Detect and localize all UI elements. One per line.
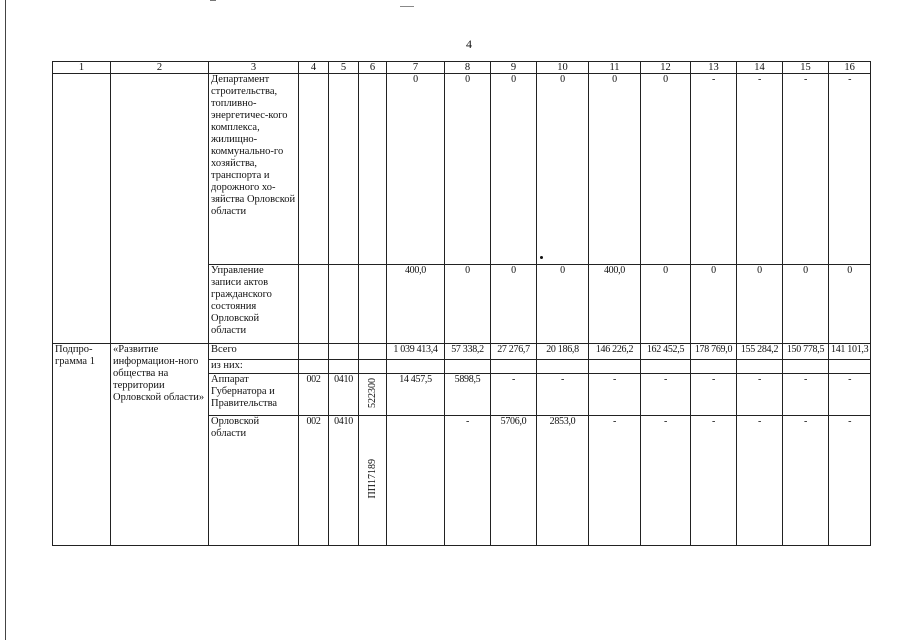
header-cell: 12 bbox=[641, 62, 691, 74]
empty-cell bbox=[359, 344, 387, 360]
header-cell: 13 bbox=[691, 62, 737, 74]
value-cell: - bbox=[445, 416, 491, 546]
budget-table bbox=[52, 61, 871, 546]
value-cell: - bbox=[589, 416, 641, 546]
value-cell: 0 bbox=[537, 74, 589, 265]
value-cell: 0 bbox=[387, 74, 445, 265]
value-cell: - bbox=[829, 74, 871, 265]
empty-cell bbox=[111, 74, 209, 344]
value-cell: 0 bbox=[537, 265, 589, 344]
value-cell: - bbox=[737, 416, 783, 546]
value-cell: 150 778,5 bbox=[783, 344, 829, 360]
empty-cell bbox=[299, 74, 329, 265]
empty-cell bbox=[737, 360, 783, 374]
value-cell: - bbox=[691, 374, 737, 416]
value-cell: 400,0 bbox=[387, 265, 445, 344]
value-cell: 27 276,7 bbox=[491, 344, 537, 360]
scan-artifact bbox=[400, 6, 414, 7]
page-left-edge-line bbox=[5, 0, 6, 640]
empty-cell bbox=[641, 360, 691, 374]
header-cell: 14 bbox=[737, 62, 783, 74]
value-cell: 5706,0 bbox=[491, 416, 537, 546]
value-cell: 155 284,2 bbox=[737, 344, 783, 360]
value-cell: 5898,5 bbox=[445, 374, 491, 416]
value-cell: 0 bbox=[445, 265, 491, 344]
header-cell: 4 bbox=[299, 62, 329, 74]
empty-cell bbox=[329, 344, 359, 360]
value-cell: 162 452,5 bbox=[641, 344, 691, 360]
subprogram-label: Подпро-грамма 1 bbox=[53, 344, 111, 546]
header-cell: 11 bbox=[589, 62, 641, 74]
empty-cell bbox=[299, 344, 329, 360]
header-row bbox=[53, 62, 871, 74]
empty-cell bbox=[783, 360, 829, 374]
empty-cell bbox=[691, 360, 737, 374]
value-cell: - bbox=[783, 416, 829, 546]
empty-cell bbox=[359, 360, 387, 374]
empty-cell bbox=[359, 265, 387, 344]
value-cell: - bbox=[783, 374, 829, 416]
value-cell: - bbox=[537, 374, 589, 416]
value-cell: 0 bbox=[491, 74, 537, 265]
value-cell: 57 338,2 bbox=[445, 344, 491, 360]
executor-name: Управление записи актов гражданского состояния Орловской области bbox=[209, 265, 299, 344]
code-cell: 0410 bbox=[329, 374, 359, 416]
subprogram-title: «Развитие информацион-ного общества на территории Орловской области» bbox=[111, 344, 209, 546]
code-cell-vertical bbox=[359, 374, 387, 416]
header-cell: 10 bbox=[537, 62, 589, 74]
header-cell: 9 bbox=[491, 62, 537, 74]
value-cell: 146 226,2 bbox=[589, 344, 641, 360]
value-cell: - bbox=[829, 416, 871, 546]
target-article-code: ПП17189 bbox=[366, 458, 378, 499]
value-cell: 0 bbox=[491, 265, 537, 344]
header-cell: 8 bbox=[445, 62, 491, 74]
empty-cell bbox=[359, 74, 387, 265]
value-cell: - bbox=[737, 374, 783, 416]
header-cell: 6 bbox=[359, 62, 387, 74]
empty-cell bbox=[53, 74, 111, 344]
value-cell: 1 039 413,4 bbox=[387, 344, 445, 360]
empty-cell bbox=[491, 360, 537, 374]
header-cell: 15 bbox=[783, 62, 829, 74]
value-cell: 14 457,5 bbox=[387, 374, 445, 416]
scan-artifact bbox=[210, 0, 216, 7]
empty-cell bbox=[329, 74, 359, 265]
value-cell: - bbox=[829, 374, 871, 416]
value-cell: 400,0 bbox=[589, 265, 641, 344]
value-cell: 0 bbox=[641, 265, 691, 344]
value-cell: 0 bbox=[445, 74, 491, 265]
executor-name: Аппарат Губернатора и Правительства bbox=[209, 374, 299, 416]
value-cell: - bbox=[737, 74, 783, 265]
page-number: 4 bbox=[466, 37, 472, 51]
empty-cell bbox=[589, 360, 641, 374]
header-cell: 3 bbox=[209, 62, 299, 74]
executor-name: Орловской области bbox=[209, 416, 299, 546]
header-cell: 2 bbox=[111, 62, 209, 74]
table-row-dept bbox=[53, 74, 871, 265]
header-cell: 7 bbox=[387, 62, 445, 74]
code-cell: 002 bbox=[299, 416, 329, 546]
code-cell: 0410 bbox=[329, 416, 359, 546]
value-cell: - bbox=[589, 374, 641, 416]
value-cell: 0 bbox=[737, 265, 783, 344]
header-cell: 1 bbox=[53, 62, 111, 74]
empty-cell bbox=[387, 360, 445, 374]
value-cell: 178 769,0 bbox=[691, 344, 737, 360]
value-cell: - bbox=[783, 74, 829, 265]
value-cell: 2853,0 bbox=[537, 416, 589, 546]
value-cell: - bbox=[641, 416, 691, 546]
target-article-code: 522300 bbox=[366, 377, 378, 408]
executor-name: Департамент строительства, топливно-энергетичес-кого комплекса, жилищно-коммунально-го хозяйства, транспорта и дорожного хо-зяйства Орловской области bbox=[209, 74, 299, 265]
value-cell: - bbox=[691, 74, 737, 265]
empty-cell bbox=[299, 265, 329, 344]
value-cell: 20 186,8 bbox=[537, 344, 589, 360]
row-label: Всего bbox=[209, 344, 299, 360]
row-label: из них: bbox=[209, 360, 299, 374]
value-cell: 0 bbox=[783, 265, 829, 344]
header-cell: 16 bbox=[829, 62, 871, 74]
code-cell: 002 bbox=[299, 374, 329, 416]
code-cell-vertical bbox=[359, 416, 387, 546]
table-row-total bbox=[53, 344, 871, 360]
empty-cell bbox=[537, 360, 589, 374]
value-cell: 0 bbox=[691, 265, 737, 344]
empty-cell bbox=[329, 360, 359, 374]
value-cell: 141 101,3 bbox=[829, 344, 871, 360]
empty-cell bbox=[829, 360, 871, 374]
value-cell: - bbox=[641, 374, 691, 416]
value-cell: 0 bbox=[829, 265, 871, 344]
value-cell bbox=[387, 416, 445, 546]
empty-cell bbox=[299, 360, 329, 374]
value-cell: 0 bbox=[641, 74, 691, 265]
empty-cell bbox=[329, 265, 359, 344]
value-cell: - bbox=[491, 374, 537, 416]
header-cell: 5 bbox=[329, 62, 359, 74]
value-cell: - bbox=[691, 416, 737, 546]
empty-cell bbox=[445, 360, 491, 374]
value-cell: 0 bbox=[589, 74, 641, 265]
